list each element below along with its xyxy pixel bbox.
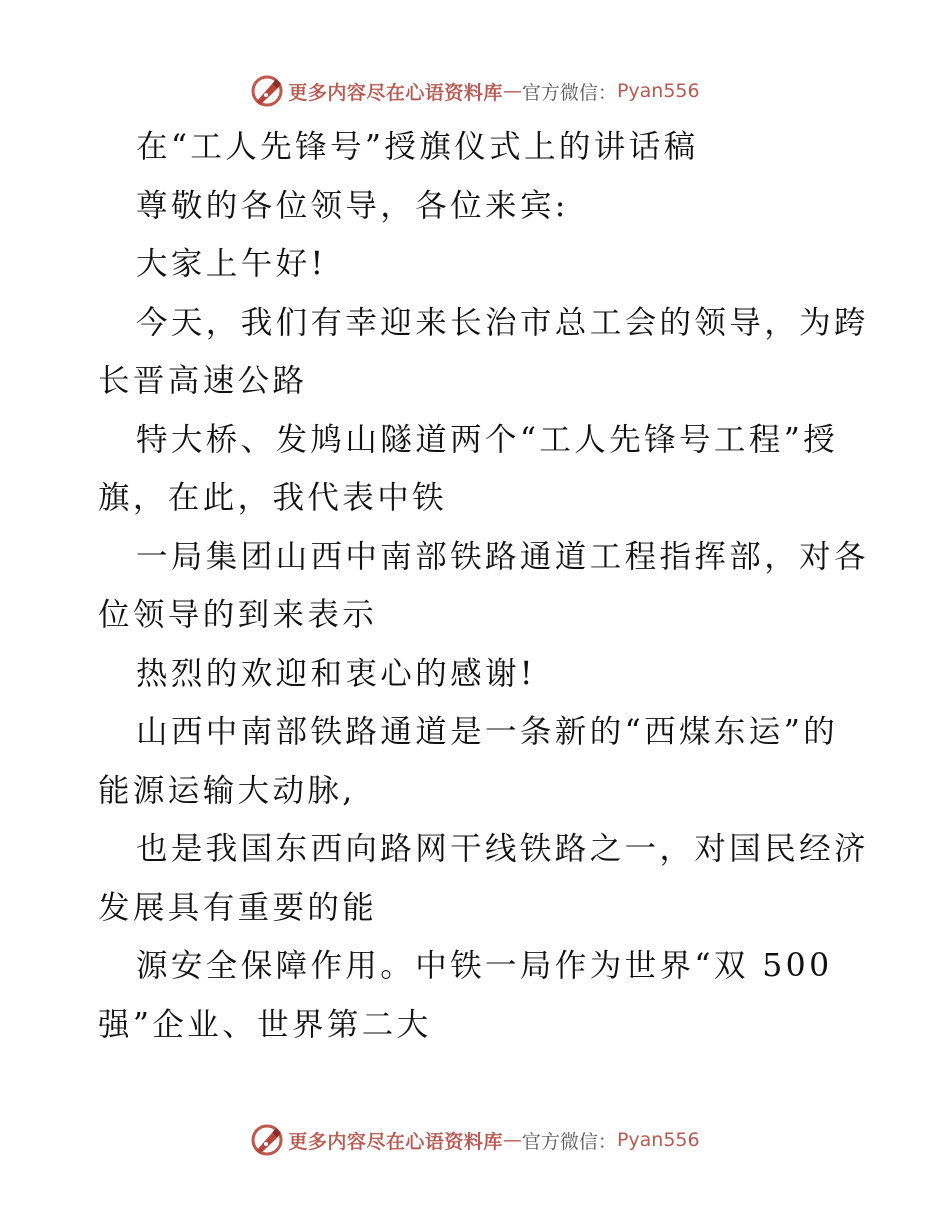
paragraph-line: 今天，我们有幸迎来长治市总工会的领导，为跨 <box>136 304 869 341</box>
header-banner <box>0 71 950 111</box>
banner-wechat-label: 官方微信： <box>521 81 617 104</box>
paragraph-line: 长晋高速公路 <box>98 363 308 399</box>
banner-wechat-id: Pyan556 <box>616 80 700 102</box>
paragraph-line: 热烈的欢迎和衷心的感谢! <box>136 655 536 692</box>
banner-title: 更多内容尽在心语资料库 <box>288 1130 503 1153</box>
paragraph-line: 特大桥、发鸠山隧道两个“工人先锋号工程”授 <box>136 421 839 458</box>
paragraph-line: 山西中南部铁路通道是一条新的“西煤东运”的 <box>136 714 839 750</box>
footer-banner <box>0 1120 950 1160</box>
document-body <box>98 125 869 1061</box>
greeting-line: 大家上午好! <box>136 246 327 282</box>
salutation-line: 尊敬的各位领导，各位来宾: <box>136 187 569 224</box>
banner-title: 更多内容尽在心语资料库 <box>288 81 503 104</box>
fountain-pen-nib-icon <box>250 74 284 108</box>
paragraph-line: 源安全保障作用。中铁一局作为世界“双 500 <box>136 948 833 984</box>
banner-dash: — <box>502 80 522 102</box>
paragraph-line: 位领导的到来表示 <box>98 597 378 633</box>
paragraph-line: 旗，在此，我代表中铁 <box>98 480 448 516</box>
paragraph-line: 发展具有重要的能 <box>98 889 378 926</box>
paragraph-line: 也是我国东西向路网干线铁路之一，对国民经济 <box>136 831 869 867</box>
paragraph-line: 能源运输大动脉, <box>98 772 356 809</box>
banner-dash: — <box>502 1129 522 1151</box>
paragraph-line: 一局集团山西中南部铁路通道工程指挥部，对各 <box>136 538 869 575</box>
paragraph-line: 强”企业、世界第二大 <box>98 1006 432 1043</box>
banner-wechat-id: Pyan556 <box>616 1129 700 1151</box>
banner-wechat-label: 官方微信： <box>521 1130 617 1153</box>
document-title: 在“工人先锋号”授旗仪式上的讲话稿 <box>136 129 699 165</box>
fountain-pen-nib-icon <box>250 1123 284 1157</box>
